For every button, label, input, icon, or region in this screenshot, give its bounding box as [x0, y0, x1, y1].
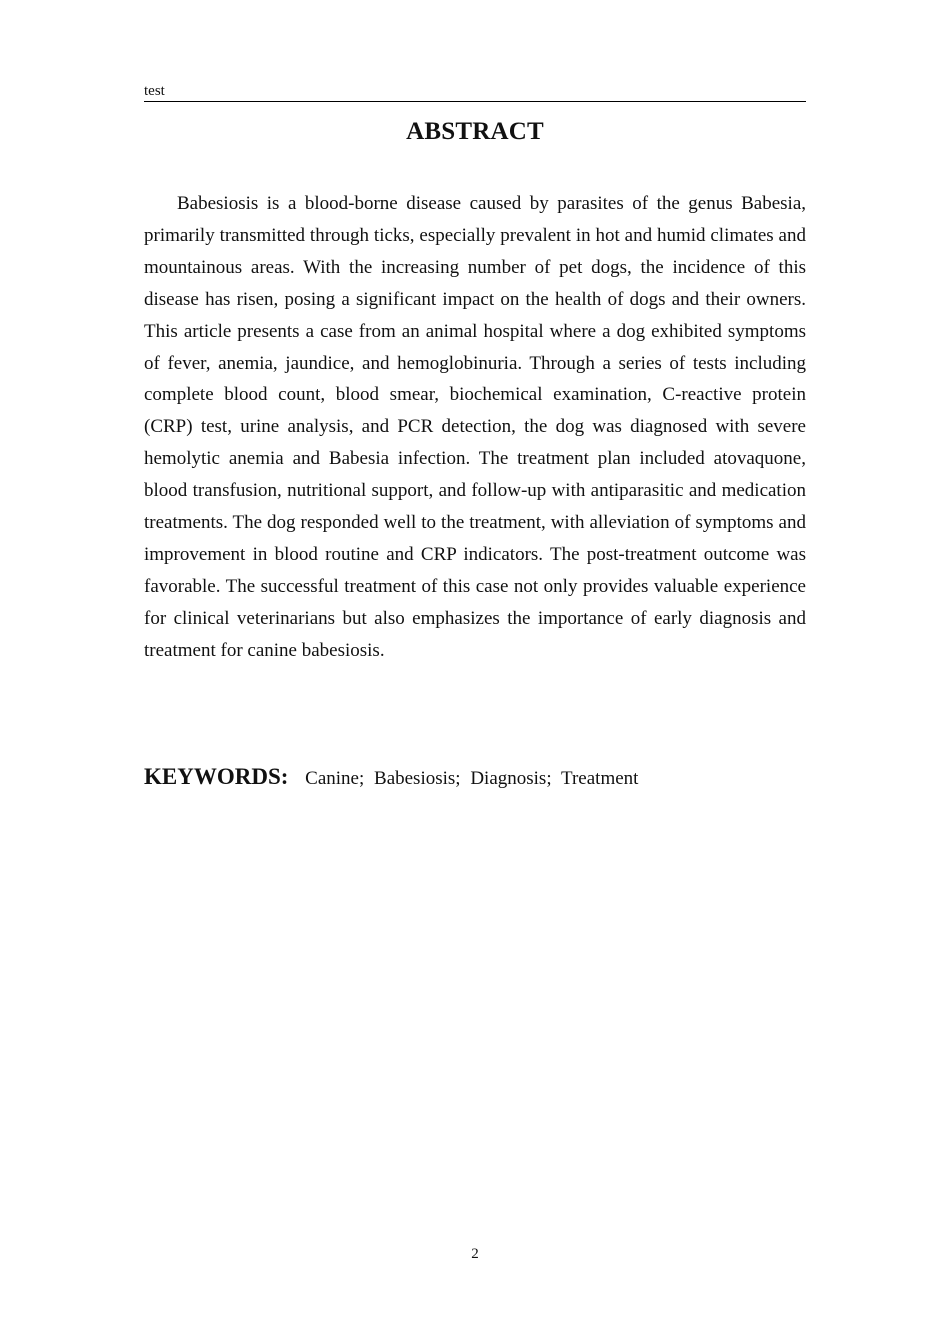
keyword-treatment: Treatment	[561, 768, 639, 789]
abstract-title: ABSTRACT	[406, 118, 544, 145]
abstract-body: Babesiosis is a blood-borne disease caused by parasites of the genus Babesia, primarily transmitted through ticks, especially prevalent in hot and humid climates and mountainous areas. With the increasing number of pet dogs, the incidence of this disease has risen, posing a significant impact on the health of dogs and their owners. This article presents a case from an animal hospital where a dog exhibited symptoms of fever, anemia, jaundice, and hemoglobinuria. Through a series of tests including complete blood count, blood smear, biochemical examination, C-reactive protein (CRP) test, urine analysis, and PCR detection, the dog was diagnosed with severe hemolytic anemia and Babesia infection. The treatment plan included atovaquone, blood transfusion, nutritional support, and follow-up with antiparasitic and medication treatments. The dog responded well to the treatment, with alleviation of symptoms and improvement in blood routine and CRP indicators. The post-treatment outcome was favorable. The successful treatment of this case not only provides valuable experience for clinical veterinarians but also emphasizes the importance of early diagnosis and treatment for canine babesiosis.	[144, 193, 806, 661]
keyword-babesiosis: Babesiosis;	[374, 768, 461, 789]
keyword-diagnosis: Diagnosis;	[470, 768, 552, 789]
keywords-line	[144, 763, 806, 793]
keywords-label: KEYWORDS:	[144, 764, 289, 789]
running-header: test	[144, 82, 806, 102]
page-number: 2	[471, 1246, 479, 1262]
keyword-canine: Canine;	[305, 768, 365, 789]
